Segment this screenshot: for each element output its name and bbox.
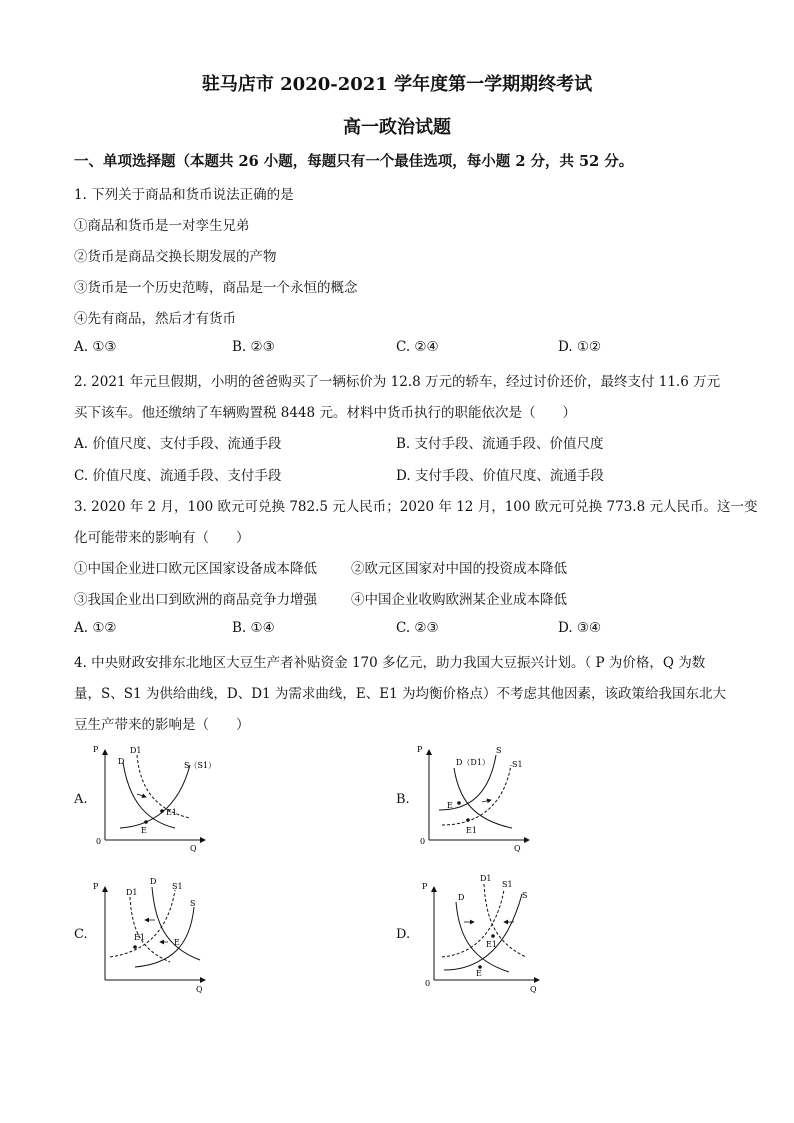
origin-label: 0	[425, 979, 431, 988]
curve-label-s1: S1	[502, 880, 513, 889]
origin-label: 0	[96, 837, 102, 846]
q3-option-c[interactable]: C. ②③	[396, 620, 439, 636]
q1-item: ③货币是一个历史范畴，商品是一个永恒的概念	[74, 280, 358, 296]
curve-label-d: D	[458, 893, 465, 902]
q1-item: ②货币是商品交换长期发展的产物	[74, 249, 277, 265]
q2-option-a[interactable]: A. 价值尺度、支付手段、流通手段	[74, 436, 282, 452]
q-axis-label: Q	[190, 844, 197, 853]
curve-label-e1: E1	[166, 808, 177, 817]
point-e1	[160, 809, 164, 813]
graph-b	[414, 740, 564, 855]
curve-label-d: D	[118, 757, 125, 766]
q4-stem-line1: 4. 中央财政安排东北地区大豆生产者补贴资金 170 多亿元，助力我国大豆振兴计划。（ P 为价格，Q 为数	[74, 655, 706, 671]
curve-label-d: D	[150, 877, 157, 886]
q3-option-b[interactable]: B. ①④	[232, 620, 275, 636]
q4-option-b[interactable]: B.	[396, 792, 410, 807]
q1-option-a[interactable]: A. ①③	[74, 339, 117, 355]
curve-label-e: E	[476, 969, 482, 978]
q3-option-a[interactable]: A. ①②	[74, 620, 117, 636]
q2-option-c[interactable]: C. 价值尺度、流通手段、支付手段	[74, 468, 282, 484]
q1-option-d[interactable]: D. ①②	[558, 339, 602, 355]
q4-stem-line2: 量，S、S1 为供给曲线，D、D1 为需求曲线，E、E1 为均衡价格点）不考虑其他因素，该政策给我国东北大	[74, 686, 726, 702]
point-e	[144, 820, 148, 824]
q3-item: ③我国企业出口到欧洲的商品竞争力增强	[74, 592, 317, 608]
graph-c	[90, 872, 240, 997]
curve-label-s: S	[522, 891, 528, 900]
q4-option-c[interactable]: C.	[74, 927, 88, 942]
q2-stem-line2: 买下该车。他还缴纳了车辆购置税 8448 元。材料中货币执行的职能依次是（ ）	[74, 405, 576, 421]
point-e1	[491, 934, 495, 938]
p-axis-label: P	[93, 882, 99, 891]
section-heading: 一、单项选择题（本题共 26 小题，每题只有一个最佳选项，每小题 2 分，共 52 分。	[74, 153, 634, 170]
curve-label-e1: E1	[486, 940, 497, 949]
demand-curve-d1	[130, 897, 170, 962]
q1-item: ①商品和货币是一对孪生兄弟	[74, 218, 250, 234]
supply-curve-s1	[110, 890, 175, 957]
curve-label-s1: S1	[172, 882, 183, 891]
supply-curve-s	[444, 894, 522, 970]
q3-stem-line2: 化可能带来的影响有（ ）	[74, 530, 250, 546]
q3-item: ②欧元区国家对中国的投资成本降低	[351, 561, 567, 577]
demand-curve-d	[454, 768, 512, 828]
curve-label-s: S（S1）	[184, 761, 217, 770]
curve-label-d1: D1	[130, 746, 142, 755]
curve-label-s1: S1	[512, 760, 523, 769]
curve-label-d: D（D1）	[456, 758, 490, 767]
curve-label-e: E	[447, 801, 453, 810]
q4-option-a[interactable]: A.	[74, 792, 88, 807]
q3-stem-line1: 3. 2020 年 2 月，100 欧元可兑换 782.5 元人民币；2020 年 12 月，100 欧元可兑换 773.8 元人民币。这一变	[74, 499, 758, 515]
curve-label-e1: E1	[134, 933, 145, 942]
q2-option-d[interactable]: D. 支付手段、价值尺度、流通手段	[396, 468, 604, 484]
q1-item: ④先有商品，然后才有货币	[74, 311, 236, 327]
q3-item: ①中国企业进口欧元区国家设备成本降低	[74, 561, 317, 577]
graph-a	[90, 740, 240, 855]
q1-option-b[interactable]: B. ②③	[232, 339, 275, 355]
graph-d	[414, 872, 564, 997]
p-axis-label: P	[417, 745, 423, 754]
shift-arrow	[137, 794, 146, 797]
curve-label-d1: D1	[480, 874, 492, 883]
q4-stem-line3: 豆生产带来的影响是（ ）	[74, 717, 250, 733]
shift-arrow	[482, 800, 491, 802]
point-e1	[133, 945, 137, 949]
point-e	[457, 801, 461, 805]
curve-label-d1: D1	[126, 888, 138, 897]
supply-curve-s1	[442, 765, 511, 825]
q-axis-label: Q	[530, 985, 537, 994]
p-axis-label: P	[93, 745, 99, 754]
curve-label-e: E	[141, 826, 147, 835]
q1-option-c[interactable]: C. ②④	[396, 339, 439, 355]
q3-option-d[interactable]: D. ③④	[558, 620, 602, 636]
q1-stem: 1. 下列关于商品和货币说法正确的是	[74, 187, 294, 203]
point-e1	[466, 818, 470, 822]
supply-curve-s	[120, 765, 190, 828]
q2-stem-line1: 2. 2021 年元旦假期，小明的爸爸购买了一辆标价为 12.8 万元的轿车，经过讨价还价，最终支付 11.6 万元	[74, 374, 721, 390]
q4-option-d[interactable]: D.	[396, 927, 411, 942]
demand-curve-d	[123, 762, 175, 828]
q-axis-label: Q	[196, 985, 203, 994]
exam-title: 驻马店市 2020-2021 学年度第一学期期终考试	[201, 74, 593, 95]
curve-label-e1: E1	[466, 826, 477, 835]
q3-item: ④中国企业收购欧洲某企业成本降低	[351, 592, 567, 608]
q-axis-label: Q	[514, 844, 521, 853]
origin-label: 0	[420, 837, 426, 846]
demand-curve-d	[152, 887, 200, 960]
curve-label-s: S	[190, 899, 196, 908]
q2-option-b[interactable]: B. 支付手段、流通手段、价值尺度	[396, 436, 604, 452]
p-axis-label: P	[422, 882, 428, 891]
curve-label-s: S	[496, 746, 502, 755]
curve-label-e: E	[174, 938, 180, 947]
exam-subtitle: 高一政治试题	[343, 117, 451, 138]
